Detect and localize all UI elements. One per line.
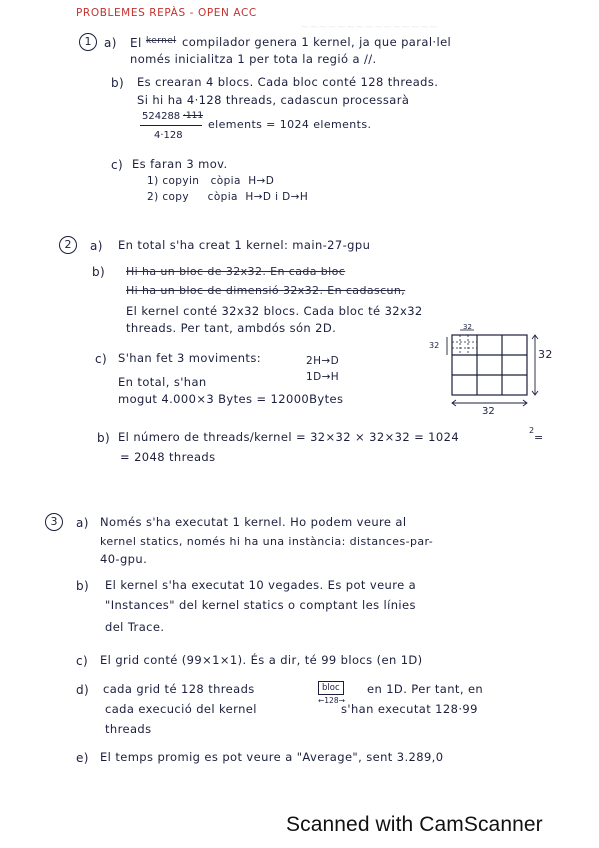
- p1-c-line1: Es faran 3 mov.: [132, 157, 228, 171]
- problem-1-number: 1: [79, 33, 97, 51]
- grid-bottom-label: 32: [482, 406, 495, 417]
- p3-a-line1: Només s'ha executat 1 kernel. Ho podem veure al: [100, 515, 407, 529]
- p1-b-fraction-denominator: 4·128: [154, 130, 183, 141]
- grid-top-label: 32: [463, 323, 472, 331]
- p3-d-line2-start: cada execució del kernel: [105, 702, 257, 716]
- p2-a-label: a): [90, 239, 103, 253]
- p3-b-line2: "Instances" del kernel statics o comptant les línies: [105, 598, 416, 612]
- p1-a-line1-rest: compilador genera 1 kernel, ja que paral·lel: [182, 35, 452, 49]
- grid-right-label: 32: [538, 348, 553, 361]
- p3-d-boxed-word: bloc: [318, 681, 344, 695]
- grid-left-label: 32: [429, 341, 440, 350]
- grid-diagram: [432, 327, 552, 417]
- p1-a-struck-word: kernel: [146, 36, 177, 46]
- problem-2-number: 2: [59, 236, 77, 254]
- p2-b-line1: El kernel conté 32x32 blocs. Cada bloc té 32x32: [126, 304, 423, 318]
- p2-a-line1: En total s'ha creat 1 kernel: main-27-gpu: [118, 238, 371, 252]
- p3-d-arrow-note: ←128→: [318, 696, 345, 705]
- p3-a-line3: 40-gpu.: [100, 552, 148, 566]
- p2-d-equals: =: [534, 431, 544, 444]
- p2-c-label: c): [95, 352, 108, 366]
- p3-d-line1-rest: en 1D. Per tant, en: [367, 682, 484, 696]
- p2-c-move2: 1D→H: [306, 371, 340, 383]
- p1-b-fraction-numerator: 524288: [142, 111, 181, 122]
- p1-a-label: a): [104, 36, 117, 50]
- p2-c-line3: mogut 4.000×3 Bytes = 12000Bytes: [118, 392, 344, 406]
- p3-d-label: d): [76, 683, 90, 697]
- bleed-through-mark: ~~~~~~~~~~~~~~~: [300, 20, 439, 33]
- p1-b-line2: Si hi ha 4·128 threads, cadascun processarà: [137, 93, 410, 107]
- p2-b-line2: threads. Per tant, ambdós són 2D.: [126, 321, 337, 335]
- p2-d-label: b): [97, 431, 111, 445]
- p3-b-label: b): [76, 579, 90, 593]
- p3-b-line1: El kernel s'ha executat 10 vegades. Es pot veure a: [105, 578, 417, 592]
- p1-c-line3: 2) copy còpia H→D i D→H: [147, 191, 309, 203]
- p3-d-line1-start: cada grid té 128 threads: [103, 682, 255, 696]
- grid-outline: [452, 335, 527, 395]
- p1-c-line2: 1) copyin còpia H→D: [147, 175, 275, 187]
- p3-a-line2: kernel statics, només hi ha una instància: distances-par-: [100, 535, 434, 548]
- p3-c-line1: El grid conté (99×1×1). És a dir, té 99 blocs (en 1D): [100, 653, 423, 667]
- p1-a-line1-start: El: [130, 36, 142, 50]
- p1-a-line2: només inicialitza 1 per tota la regió a //.: [130, 52, 377, 66]
- p2-c-line2: En total, s'han: [118, 375, 207, 389]
- p2-c-move1: 2H→D: [306, 355, 340, 367]
- scanner-watermark: Scanned with CamScanner: [286, 813, 543, 836]
- p2-b-label: b): [92, 265, 106, 279]
- p3-d-line2-rest: s'han executat 128·99: [341, 702, 478, 716]
- p3-e-label: e): [76, 751, 89, 765]
- p2-d-line2: = 2048 threads: [120, 450, 216, 464]
- p1-c-label: c): [111, 158, 124, 172]
- p3-e-line1: El temps promig es pot veure a "Average", sent 3.289,0: [100, 750, 444, 764]
- p1-b-elements: elements = 1024 elements.: [208, 118, 372, 131]
- problem-3-number: 3: [45, 513, 63, 531]
- p2-b-struck-line1: Hi ha un bloc de 32x32. En cada bloc: [126, 265, 346, 278]
- p3-c-label: c): [76, 654, 89, 668]
- p2-b-struck-line2: Hi ha un bloc de dimensió 32x32. En cadascun,: [126, 284, 406, 297]
- page-title: PROBLEMES REPÀS - OPEN ACC: [76, 7, 257, 19]
- p2-d-line1: El número de threads/kernel = 32×32 × 32×32 = 1024: [118, 430, 460, 444]
- p1-b-fraction-bar: [140, 125, 202, 126]
- p2-c-line1: S'han fet 3 moviments:: [118, 351, 261, 365]
- p1-b-fraction-struck: ·111: [183, 111, 204, 121]
- p1-b-label: b): [111, 76, 125, 90]
- p2-d-exponent: 2: [529, 426, 535, 435]
- p1-b-line1: Es crearan 4 blocs. Cada bloc conté 128 threads.: [137, 75, 439, 89]
- p3-a-label: a): [76, 516, 89, 530]
- p3-d-line3: threads: [105, 722, 152, 736]
- p3-b-line3: del Trace.: [105, 620, 165, 634]
